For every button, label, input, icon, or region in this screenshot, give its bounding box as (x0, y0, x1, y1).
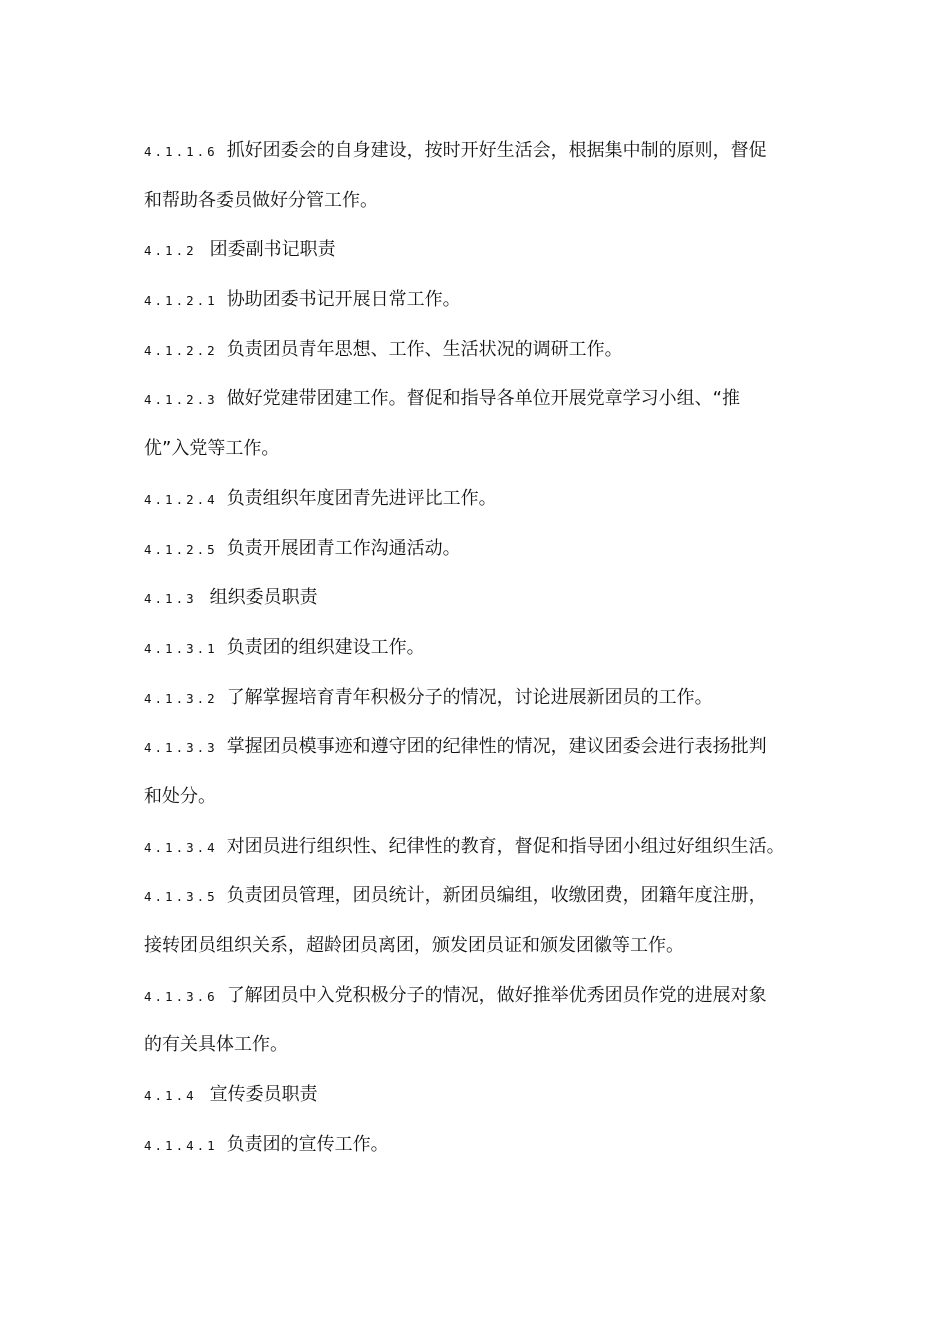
clause-text: 掌握团员模事迹和遵守团的纪律性的情况，建议团委会进行表扬批判 (226, 736, 767, 758)
clause-line (144, 971, 808, 1021)
clause-line (144, 524, 808, 574)
clause-line (144, 673, 808, 723)
section-heading (144, 573, 808, 623)
clause-text: 负责团员管理，团员统计，新团员编组，收缴团费，团籍年度注册， (226, 885, 767, 907)
clause-number: 4.1.3.4 (144, 839, 218, 855)
clause-text: 对团员进行组织性、纪律性的教育，督促和指导团小组过好组织生活。 (226, 835, 785, 857)
section-heading (144, 1070, 808, 1120)
section-title: 团委副书记职责 (209, 239, 336, 261)
clause-text: 协助团委书记开展日常工作。 (226, 289, 461, 311)
clause-line (144, 474, 808, 524)
continuation-line (144, 772, 808, 822)
clause-number: 4.1.3.1 (144, 640, 218, 656)
clause-text: 了解团员中入党积极分子的情况，做好推举优秀团员作党的进展对象 (226, 984, 767, 1006)
clause-line (144, 275, 808, 325)
continuation-line (144, 1020, 808, 1070)
clause-number: 4.1.3.2 (144, 690, 218, 706)
clause-number: 4.1.4.1 (144, 1137, 218, 1153)
clause-text: 和帮助各委员做好分管工作。 (144, 189, 378, 211)
clause-line (144, 126, 808, 176)
clause-text: 负责团员青年思想、工作、生活状况的调研工作。 (226, 338, 623, 360)
clause-text: 了解掌握培育青年积极分子的情况，讨论进展新团员的工作。 (226, 686, 713, 708)
document-body (144, 126, 808, 1169)
section-heading (144, 225, 808, 275)
continuation-line (144, 424, 808, 474)
clause-line (144, 822, 808, 872)
clause-text: 负责开展团青工作沟通活动。 (226, 537, 461, 559)
section-title: 组织委员职责 (209, 587, 318, 609)
clause-number: 4.1.2.5 (144, 541, 218, 557)
clause-line (144, 374, 808, 424)
clause-number: 4.1.3.3 (144, 740, 218, 756)
clause-line (144, 1120, 808, 1170)
clause-number: 4.1.2.4 (144, 491, 218, 507)
section-title: 宣传委员职责 (209, 1084, 318, 1106)
section-number: 4.1.3 (144, 591, 197, 607)
clause-number: 4.1.3.6 (144, 988, 218, 1004)
clause-text: 负责组织年度团青先进评比工作。 (226, 487, 497, 509)
clause-text: 优”入党等工作。 (144, 438, 280, 460)
clause-line (144, 722, 808, 772)
clause-line (144, 871, 808, 921)
clause-line (144, 623, 808, 673)
continuation-line (144, 176, 808, 226)
section-number: 4.1.2 (144, 243, 197, 259)
clause-line (144, 325, 808, 375)
section-number: 4.1.4 (144, 1088, 197, 1104)
continuation-line (144, 921, 808, 971)
clause-text: 负责团的组织建设工作。 (226, 636, 425, 658)
clause-number: 4.1.1.6 (144, 144, 218, 159)
clause-number: 4.1.3.5 (144, 889, 218, 905)
clause-text: 的有关具体工作。 (144, 1034, 288, 1056)
clause-number: 4.1.2.3 (144, 392, 218, 408)
clause-text: 抓好团委会的自身建设，按时开好生活会，根据集中制的原则，督促 (226, 140, 767, 161)
clause-number: 4.1.2.2 (144, 342, 218, 358)
clause-text: 做好党建带团建工作。督促和指导各单位开展党章学习小组、“推 (226, 388, 741, 410)
clause-text: 和处分。 (144, 785, 216, 807)
clause-text: 接转团员组织关系，超龄团员离团，颁发团员证和颁发团徽等工作。 (144, 935, 684, 956)
clause-text: 负责团的宣传工作。 (226, 1133, 389, 1155)
clause-number: 4.1.2.1 (144, 293, 218, 309)
